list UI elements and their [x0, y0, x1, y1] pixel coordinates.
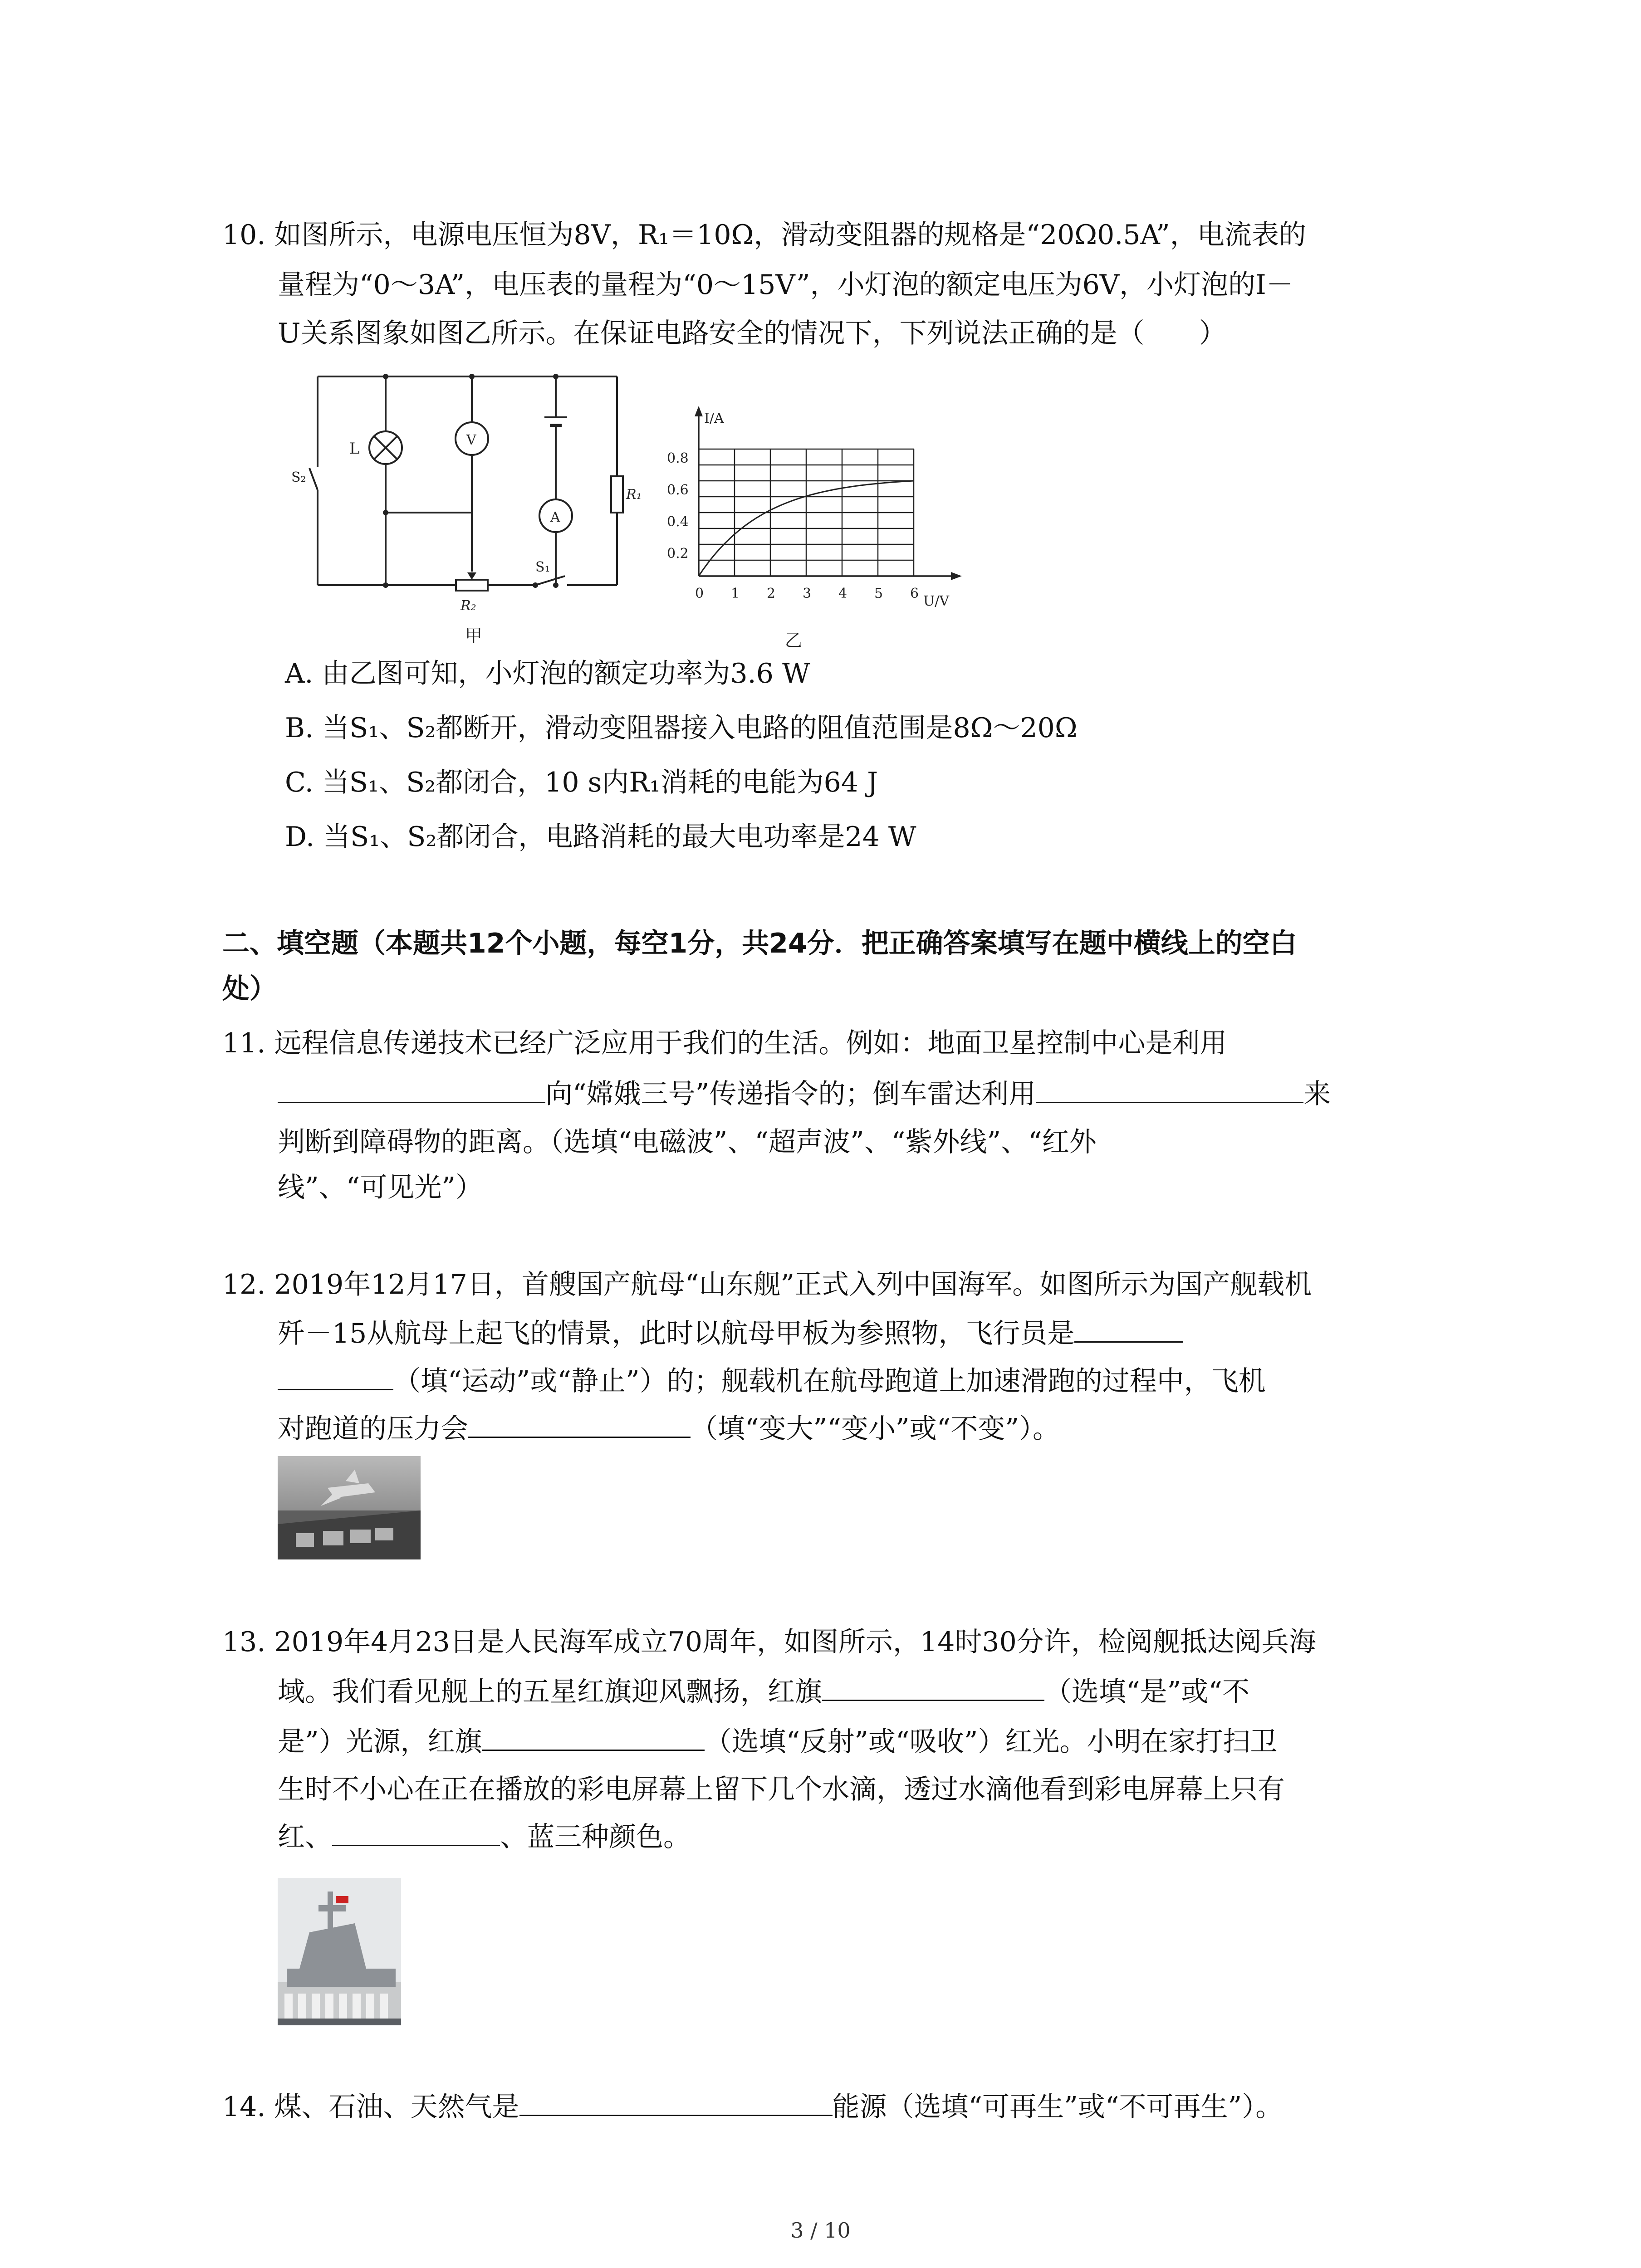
- q11-line-2-text-b: 来: [1303, 1078, 1331, 1110]
- q13-line-3-text-a: 是”）光源，红旗: [278, 1726, 482, 1758]
- q13-blank-2[interactable]: [482, 1724, 705, 1751]
- q13-line-5-text-b: 、蓝三种颜色。: [500, 1821, 691, 1853]
- q12-line-3-text: （填“运动”或“静止”）的；舰载机在航母跑道上加速滑跑的过程中，飞机: [393, 1365, 1266, 1397]
- x-tick-6: 6: [910, 586, 919, 601]
- q10-option-a: A. 由乙图可知，小灯泡的额定功率为3.6 W: [285, 658, 810, 689]
- q12-line-4: [278, 1411, 1060, 1447]
- q13-line-2-text-b: （选填“是”或“不: [1044, 1676, 1250, 1708]
- lamp-label: L: [349, 440, 360, 458]
- q11-blank-2[interactable]: [1036, 1076, 1303, 1103]
- resistor-r1-label: R₁: [626, 487, 642, 503]
- x-tick-3: 3: [803, 586, 812, 601]
- q11-blank-1[interactable]: [278, 1076, 545, 1103]
- q13-line-3: [278, 1724, 1277, 1760]
- q13-line-2: [278, 1674, 1249, 1710]
- q11-line-1: 11. 远程信息传递技术已经广泛应用于我们的生活。例如：地面卫星控制中心是利用: [222, 1027, 1227, 1059]
- x-tick-2: 2: [767, 586, 776, 601]
- q13-line-2-text-a: 域。我们看见舰上的五星红旗迎风飘扬，红旗: [278, 1676, 822, 1708]
- section-heading-line-2: 处）: [222, 973, 277, 1005]
- q10-option-d: D. 当S₁、S₂都闭合，电路消耗的最大电功率是24 W: [285, 821, 916, 853]
- ammeter-label: A: [550, 509, 560, 525]
- q12-line-4-text-b: （填“变大”“变小”或“不变”）。: [691, 1413, 1060, 1445]
- q10-option-c: C. 当S₁、S₂都闭合，10 s内R₁消耗的电能为64 J: [285, 767, 878, 798]
- warship-photo: [278, 1878, 401, 2025]
- q14-line-1-text-b: 能源（选填“可再生”或“不可再生”）。: [832, 2091, 1283, 2123]
- graph-caption: 乙: [785, 631, 803, 650]
- q12-line-2-text: 歼－15从航母上起飞的情景，此时以航母甲板为参照物，飞行员是: [278, 1318, 1075, 1349]
- q11-line-3: 判断到障碍物的距离。（选填“电磁波”、“超声波”、“紫外线”、“红外: [278, 1126, 1097, 1158]
- rheostat-r2-label: R₂: [460, 598, 476, 614]
- iu-graph: [653, 395, 971, 649]
- x-tick-0: 0: [695, 586, 704, 601]
- q13-blank-1[interactable]: [822, 1674, 1044, 1701]
- x-tick-5: 5: [874, 586, 883, 601]
- q13-blank-3[interactable]: [332, 1819, 500, 1846]
- q12-line-3: [278, 1363, 1266, 1399]
- y-tick-0.8: 0.8: [667, 450, 689, 466]
- q12-line-2: [278, 1315, 1183, 1352]
- switch-s2-label: S₂: [291, 469, 306, 485]
- switch-s1-label: S₁: [535, 559, 550, 575]
- section-heading-line-1: 二、填空题（本题共12个小题，每空1分，共24分．把正确答案填写在题中横线上的空白: [222, 928, 1297, 959]
- y-tick-0.2: 0.2: [667, 546, 689, 562]
- q13-line-4: 生时不小心在正在播放的彩电屏幕上留下几个水滴，透过水滴他看到彩电屏幕上只有: [278, 1774, 1285, 1805]
- q13-line-3-text-b: （选填“反射”或“吸收”）红光。小明在家打扫卫: [704, 1726, 1278, 1758]
- circuit-caption: 甲: [465, 626, 483, 646]
- q11-line-2: [278, 1076, 1331, 1112]
- q10-line-2: 量程为“0～3A”，电压表的量程为“0～15V”，小灯泡的额定电压为6V，小灯泡的I－: [278, 269, 1293, 301]
- circuit-diagram: [281, 363, 642, 653]
- graph-x-label: U/V: [923, 593, 950, 609]
- q13-line-1: 13. 2019年4月23日是人民海军成立70周年，如图所示，14时30分许，检阅舰抵达阅兵海: [222, 1626, 1316, 1658]
- q12-line-4-text-a: 对跑道的压力会: [278, 1413, 468, 1445]
- x-tick-4: 4: [838, 586, 847, 601]
- x-tick-1: 1: [731, 586, 740, 601]
- q14-blank-1[interactable]: [519, 2089, 833, 2116]
- q12-blank-2[interactable]: [468, 1411, 691, 1438]
- q14-line-1: [222, 2089, 1283, 2125]
- carrier-jet-photo: [278, 1456, 421, 1559]
- q10-line-1: 10. 如图所示，电源电压恒为8V，R₁＝10Ω，滑动变阻器的规格是“20Ω0.5A”，电流表的: [222, 219, 1306, 251]
- page-number: 3 / 10: [790, 2218, 851, 2243]
- q13-line-5-text-a: 红、: [278, 1821, 332, 1853]
- q14-line-1-text-a: 14. 煤、石油、天然气是: [222, 2091, 519, 2123]
- y-tick-0.4: 0.4: [667, 514, 689, 530]
- q11-line-4: 线”、“可见光”）: [278, 1172, 483, 1203]
- q10-line-3: U关系图象如图乙所示。在保证电路安全的情况下，下列说法正确的是（ ）: [278, 318, 1226, 349]
- q12-blank-1a[interactable]: [1074, 1316, 1183, 1343]
- q12-blank-1b[interactable]: [278, 1364, 393, 1390]
- q13-line-5: [278, 1819, 691, 1855]
- q10-option-b: B. 当S₁、S₂都断开，滑动变阻器接入电路的阻值范围是8Ω～20Ω: [285, 712, 1078, 744]
- y-tick-0.6: 0.6: [667, 482, 689, 498]
- voltmeter-label: V: [466, 432, 476, 448]
- q12-line-1: 12. 2019年12月17日，首艘国产航母“山东舰”正式入列中国海军。如图所示为国产舰载机: [222, 1269, 1312, 1300]
- graph-y-label: I/A: [704, 411, 724, 426]
- q11-line-2-text-a: 向“嫦娥三号”传递指令的；倒车雷达利用: [545, 1078, 1036, 1110]
